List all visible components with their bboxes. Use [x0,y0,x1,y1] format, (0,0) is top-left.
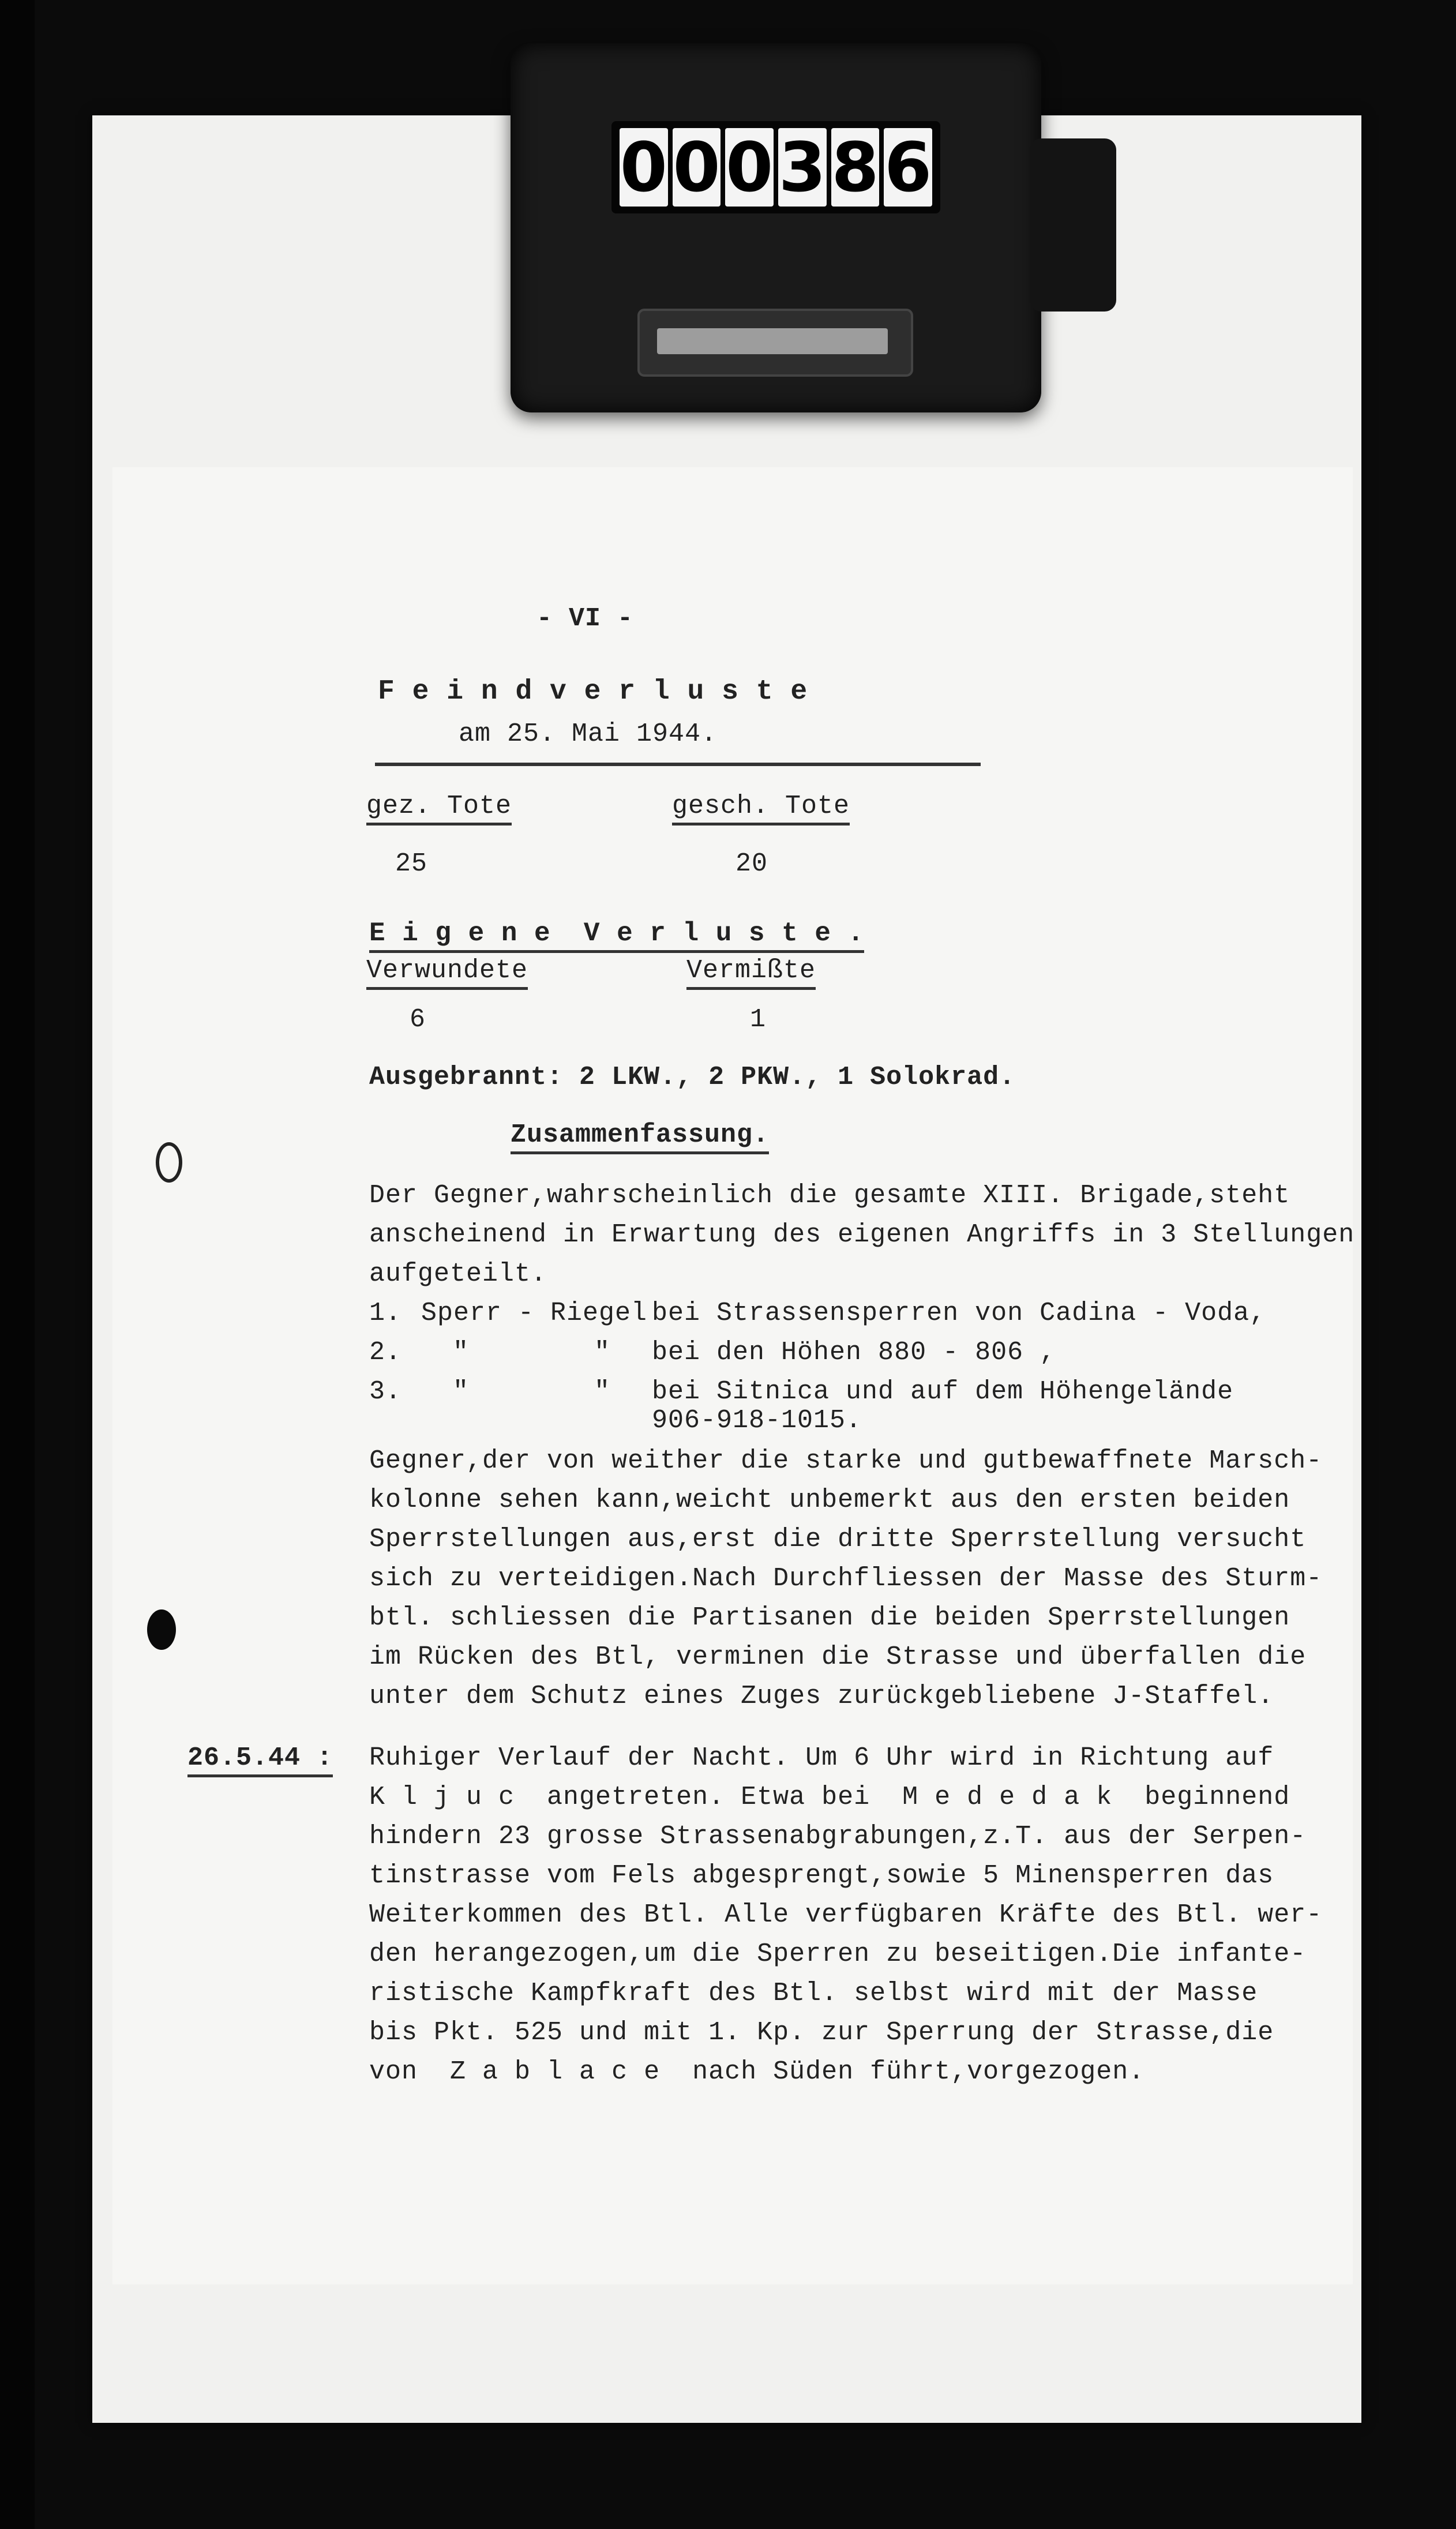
entry-line: den herangezogen,um die Sperren zu beseitigen.Die infante- [369,1939,1307,1969]
document-page [112,467,1353,2284]
list-num: 1. [369,1299,402,1328]
summary-paragraph-line: Gegner,der von weither die starke und gutbewaffnete Marsch- [369,1446,1323,1476]
feindverluste-date: am 25. Mai 1944. [459,719,718,749]
divider-line [375,763,981,766]
film-border [0,0,35,2529]
value-gesch-tote: 20 [735,849,768,879]
list-num: 2. [369,1338,402,1367]
page-number: - VI - [536,604,634,633]
counter-display [611,121,940,213]
list-text-continued: 906-918-1015. [652,1406,862,1435]
value-verwundete: 6 [410,1005,426,1034]
summary-paragraph-line: btl. schliessen die Partisanen die beiden Sperrstellungen [369,1603,1290,1633]
counter-digit: 0 [673,127,721,207]
counter-digit: 8 [831,127,879,207]
counter-digit: 0 [726,127,774,207]
eigene-verluste-title: E i g e n e V e r l u s t e . [369,920,864,953]
value-vermisste: 1 [750,1005,767,1034]
counter-knob [1030,138,1116,312]
entry-line: ristische Kampfkraft des Btl. selbst wird mit der Masse [369,1979,1258,2008]
punch-hole-icon [147,1609,176,1650]
list-ditto: " [453,1338,470,1367]
list-text: bei Strassensperren von Cadina - Voda, [652,1299,1266,1328]
summary-paragraph-line: kolonne sehen kann,weicht unbemerkt aus den ersten beiden [369,1485,1290,1515]
entry-line: Weiterkommen des Btl. Alle verfügbaren Kräfte des Btl. wer- [369,1900,1323,1930]
entry-line: bis Pkt. 525 und mit 1. Kp. zur Sperrung der Strasse,die [369,2018,1274,2047]
list-num: 3. [369,1377,402,1406]
list-label: Sperr - Riegel [421,1299,648,1328]
counter-digit: 6 [884,127,932,207]
summary-paragraph-line: unter dem Schutz eines Zuges zurückgebliebene J-Staffel. [369,1682,1274,1711]
nameplate-label [657,328,888,354]
entry-line: von Z a b l a c e nach Süden führt,vorgezogen. [369,2057,1145,2087]
punch-hole-icon [156,1142,182,1183]
list-ditto: " [594,1338,611,1367]
counter-nameplate [637,309,913,377]
zusammenfassung-title: Zusammenfassung. [511,1122,769,1154]
col-label-gesch-tote: gesch. Tote [672,793,850,826]
list-ditto: " [594,1377,611,1406]
value-gez-tote: 25 [395,849,428,879]
ausgebrannt-line: Ausgebrannt: 2 LKW., 2 PKW., 1 Solokrad. [369,1063,1016,1092]
counter-digit: 3 [778,127,826,207]
list-ditto: " [453,1377,470,1406]
summary-paragraph-line: Sperrstellungen aus,erst die dritte Sperrstellung versucht [369,1525,1307,1554]
entry-line: hindern 23 grosse Strassenabgrabungen,z.T. aus der Serpen- [369,1822,1307,1851]
summary-line: anscheinend in Erwartung des eigenen Angriffs in 3 Stellungen [369,1220,1355,1250]
col-label-gez-tote: gez. Tote [366,793,512,826]
entry-line: tinstrasse vom Fels abgesprengt,sowie 5 Minensperren das [369,1861,1274,1890]
col-label-verwundete: Verwundete [366,958,528,990]
summary-paragraph-line: sich zu verteidigen.Nach Durchfliessen der Masse des Sturm- [369,1564,1323,1593]
summary-line: aufgeteilt. [369,1259,547,1289]
list-text: bei Sitnica und auf dem Höhengelände [652,1377,1234,1406]
list-text: bei den Höhen 880 - 806 , [652,1338,1056,1367]
col-label-vermisste: Vermißte [686,958,816,990]
counter-digit: 0 [620,127,667,207]
frame-counter [511,43,1041,412]
entry-line: Ruhiger Verlauf der Nacht. Um 6 Uhr wird in Richtung auf [369,1743,1274,1773]
feindverluste-title: F e i n d v e r l u s t e [378,676,808,707]
summary-line: Der Gegner,wahrscheinlich die gesamte XIII. Brigade,steht [369,1181,1290,1210]
entry-date: 26.5.44 : [187,1745,333,1777]
entry-line: K l j u c angetreten. Etwa bei M e d e d a k beginnend [369,1783,1290,1812]
summary-paragraph-line: im Rücken des Btl, verminen die Strasse und überfallen die [369,1642,1307,1672]
